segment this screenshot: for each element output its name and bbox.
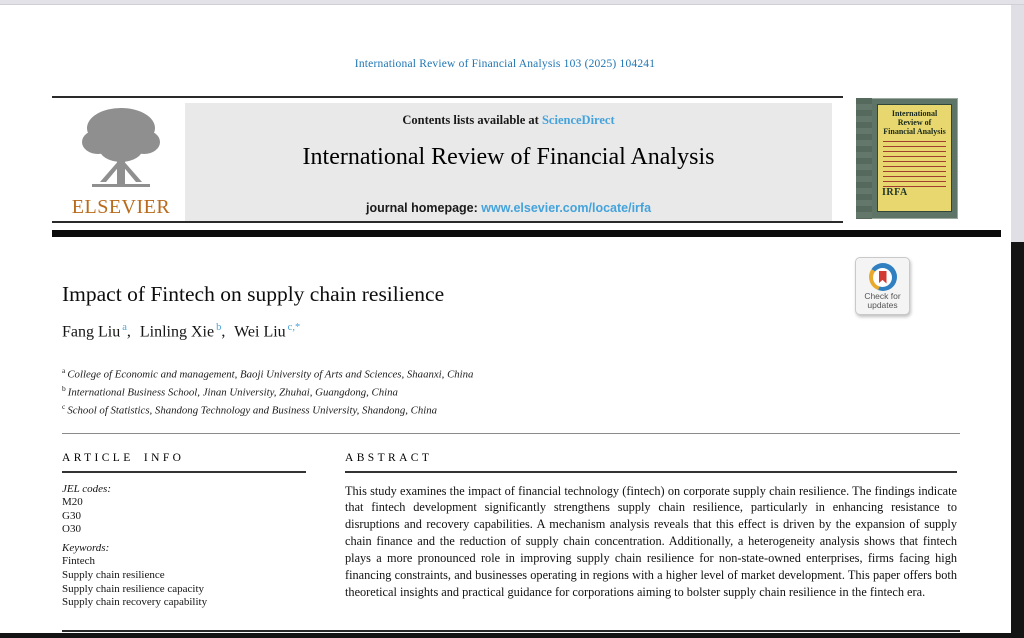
window-top-edge (0, 0, 1024, 5)
authors-line (62, 322, 300, 341)
journal-cover-irfa-logo: IRFA (882, 187, 908, 198)
page-right-margin (1011, 5, 1024, 242)
masthead-bottom-rule (52, 221, 843, 223)
page-bottom-rule (62, 630, 960, 632)
homepage-prefix: journal homepage: (365, 201, 482, 215)
journal-cover-article-lines (883, 141, 946, 187)
keyword: Fintech (62, 555, 95, 568)
jel-codes-label: JEL codes: (62, 482, 111, 495)
sciencedirect-link[interactable]: ScienceDirect (541, 113, 615, 127)
affiliation-line (62, 400, 473, 418)
check-updates-badge[interactable] (855, 257, 910, 315)
journal-cover-spine (856, 98, 872, 219)
keyword: Supply chain recovery capability (62, 596, 208, 609)
page-right-edge (1011, 242, 1024, 638)
elsevier-wordmark: ELSEVIER (71, 196, 171, 218)
author-affiliation-sup: b (216, 322, 222, 333)
contents-available-line (185, 113, 832, 128)
elsevier-tree-icon (78, 102, 164, 194)
affiliation-line (62, 382, 473, 400)
page-bottom-edge (0, 633, 1024, 638)
affiliation-sup: a (62, 366, 66, 375)
author-name: Linling Xie (139, 323, 215, 341)
check-updates-icon-inner (873, 268, 892, 287)
article-info-section (62, 452, 320, 610)
info-section-top-rule (62, 433, 960, 434)
journal-masthead-banner (185, 103, 832, 222)
author-affiliation-sup: c,* (287, 322, 301, 333)
jel-code: M20 (62, 496, 83, 509)
check-updates-label: Check for updates (864, 291, 901, 310)
affiliation-text: School of Statistics, Shandong Technology and Business University, Shandong, China (67, 404, 438, 417)
abstract-text: This study examines the impact of financial technology (fintech) on corporate supply chain resilience. The findings indicate that fintech development significantly strengthens supply chain resilience, particularly in enhancing resistance to disruptions and recovery capabilities. A mechanism analysis reveals that this effect is driven by the expansion of supply chain finance and the reduction of supply chain concentration. Additionally, a heterogeneity analysis shows that fintech plays a more pronounced role in improving supply chain resilience for non-state-owned enterprises, firms facing high financing constraints, and businesses operating in regions with a higher level of market development. This paper offers both theoretical insights and practical guidance for corporations aiming to bolster supply chain resilience in the fintech era. (345, 483, 957, 599)
section-divider-bar (52, 230, 1001, 237)
journal-homepage-link[interactable]: www.elsevier.com/locate/irfa (481, 201, 652, 215)
masthead-top-rule (52, 96, 843, 98)
abstract-section (345, 452, 957, 601)
journal-cover-panel (877, 104, 952, 212)
journal-cover-title: International Review of Financial Analysis (883, 109, 946, 136)
jel-code: O30 (62, 523, 81, 536)
author-separator: , (126, 323, 131, 341)
affiliation-text: College of Economic and management, Baoji University of Arts and Sciences, Shaanxi, China (67, 368, 474, 381)
article-title: Impact of Fintech on supply chain resilience (62, 282, 445, 306)
abstract-underline (345, 471, 957, 473)
jel-code: G30 (62, 509, 81, 522)
affiliation-text: International Business School, Jinan University, Zhuhai, Guangdong, China (67, 386, 398, 399)
keywords-label: Keywords: (62, 541, 110, 554)
affiliation-line (62, 364, 473, 382)
journal-cover-thumbnail[interactable] (856, 98, 958, 219)
journal-citation-link[interactable]: International Review of Financial Analysis 103 (2025) 104241 (354, 58, 656, 70)
contents-prefix: Contents lists available at (402, 113, 542, 127)
check-updates-icon (869, 263, 897, 291)
abstract-heading: ABSTRACT (345, 452, 433, 464)
keyword: Supply chain resilience (62, 569, 165, 582)
article-info-underline (62, 471, 306, 473)
author-name: Fang Liu (62, 323, 121, 341)
affiliations-block (62, 364, 473, 418)
affiliation-sup: c (62, 402, 66, 412)
article-info-heading: ARTICLE INFO (62, 452, 185, 464)
affiliation-sup: b (62, 384, 66, 394)
elsevier-logo (57, 102, 185, 222)
author-affiliation-sup: a (122, 322, 127, 333)
journal-title: International Review of Financial Analysis (302, 144, 715, 170)
author-separator: , (221, 323, 226, 341)
keyword: Supply chain resilience capacity (62, 582, 205, 595)
bookmark-icon (879, 271, 887, 284)
author-name: Wei Liu (234, 323, 286, 341)
journal-homepage-line (185, 201, 832, 215)
